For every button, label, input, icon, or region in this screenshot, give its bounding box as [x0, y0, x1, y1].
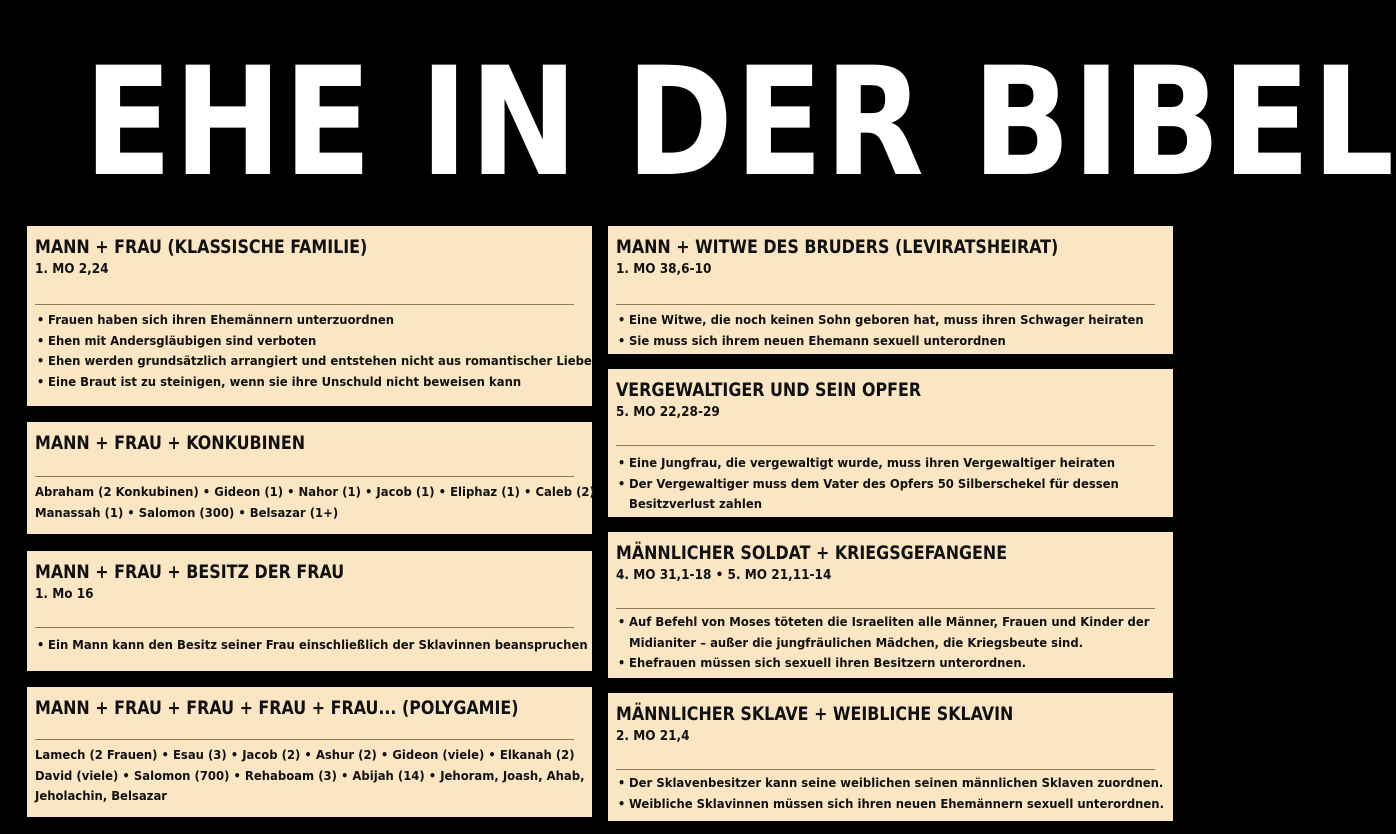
box-konkubinen [27, 422, 595, 534]
text-line: David (viele) • Salomon (700) • Rehaboam (3) • Abijah (14) • Jehoram, Joash, Ahab, [35, 767, 585, 783]
divider [616, 608, 1155, 609]
box-title: MANN + FRAU + BESITZ DER FRAU [35, 561, 345, 583]
text-line: Abraham (2 Konkubinen) • Gideon (1) • Nahor (1) • Jacob (1) • Eliphaz (1) • Caleb (2) [35, 484, 595, 499]
box-leviratsheirat [608, 226, 1173, 354]
box-title: MÄNNLICHER SOLDAT + KRIEGSGEFANGENE [616, 542, 1008, 564]
box-kriegsgefangene [608, 532, 1173, 678]
box-reference: 4. MO 31,1-18 • 5. MO 21,11-14 [616, 568, 832, 583]
divider [616, 769, 1155, 770]
box-title: MÄNNLICHER SKLAVE + WEIBLICHE SKLAVIN [616, 703, 1014, 725]
divider [616, 304, 1155, 305]
box-title: VERGEWALTIGER UND SEIN OPFER [616, 379, 922, 401]
bullet-item: • Ehen mit Andersgläubigen sind verboten [35, 331, 546, 352]
box-reference: 1. MO 2,24 [35, 262, 109, 277]
bullet-item: • Eine Witwe, die noch keinen Sohn geboren hat, muss ihren Schwager heiraten [616, 310, 1127, 331]
bullet-item: • Der Vergewaltiger muss dem Vater des Opfers 50 Silberschekel für dessen Besitzverlust zahlen [616, 474, 1150, 515]
divider [35, 476, 574, 477]
bullet-item: • Auf Befehl von Moses töteten die Israeliten alle Männer, Frauen und Kinder der Midianiter – außer die jungfräulichen Mädchen, die Kriegsbeute sind. [616, 612, 1154, 653]
box-reference: 2. MO 21,4 [616, 729, 690, 744]
box-polygamie [27, 687, 592, 817]
box-body [616, 612, 1165, 674]
box-body [35, 635, 588, 656]
box-reference: 1. MO 38,6-10 [616, 262, 712, 277]
text-line: Jeholachin, Belsazar [35, 788, 168, 803]
box-klassische-familie [27, 226, 592, 406]
bullet-item: • Frauen haben sich ihren Ehemännern unterzuordnen [35, 310, 546, 331]
page-title: EHE IN DER BIBEL [84, 36, 1396, 210]
box-body [35, 310, 592, 392]
text-line: Lamech (2 Frauen) • Esau (3) • Jacob (2) • Ashur (2) • Gideon (viele) • Elkanah (2) [35, 747, 575, 762]
box-sklave-sklavin [608, 693, 1173, 821]
divider [35, 627, 574, 628]
divider [35, 739, 574, 740]
box-body [616, 453, 1165, 515]
box-vergewaltiger [608, 369, 1173, 517]
box-title: MANN + FRAU (KLASSISCHE FAMILIE) [35, 236, 368, 258]
bullet-item: • Sie muss sich ihrem neuen Ehemann sexuell unterordnen [616, 331, 1127, 352]
box-reference: 5. MO 22,28-29 [616, 405, 720, 420]
box-besitz-der-frau [27, 551, 592, 671]
bullet-item: • Ehefrauen müssen sich sexuell ihren Besitzern unterordnen. [616, 653, 1127, 674]
bullet-item: • Eine Braut ist zu steinigen, wenn sie ihre Unschuld nicht beweisen kann [35, 372, 546, 393]
divider [35, 304, 574, 305]
box-title: MANN + FRAU + FRAU + FRAU + FRAU... (POLYGAMIE) [35, 697, 519, 719]
box-title: MANN + FRAU + KONKUBINEN [35, 432, 306, 454]
box-body [616, 773, 1165, 814]
box-body [616, 310, 1165, 351]
box-body [35, 745, 584, 807]
bullet-item: • Der Sklavenbesitzer kann seine weiblichen seinen männlichen Sklaven zuordnen. [616, 773, 1127, 794]
bullet-item: • Ein Mann kann den Besitz seiner Frau einschließlich der Sklavinnen beanspruchen [35, 635, 546, 656]
box-title: MANN + WITWE DES BRUDERS (LEVIRATSHEIRAT) [616, 236, 1059, 258]
bullet-item: • Ehen werden grundsätzlich arrangiert und entstehen nicht aus romantischer Liebe [35, 351, 546, 372]
bullet-item: • Weibliche Sklavinnen müssen sich ihren neuen Ehemännern sexuell unterordnen. [616, 794, 1127, 815]
box-reference: 1. Mo 16 [35, 587, 94, 602]
divider [616, 445, 1155, 446]
text-line: Manassah (1) • Salomon (300) • Belsazar (1+) [35, 504, 339, 520]
box-body [35, 482, 595, 523]
bullet-item: • Eine Jungfrau, die vergewaltigt wurde, muss ihren Vergewaltiger heiraten [616, 453, 1127, 474]
